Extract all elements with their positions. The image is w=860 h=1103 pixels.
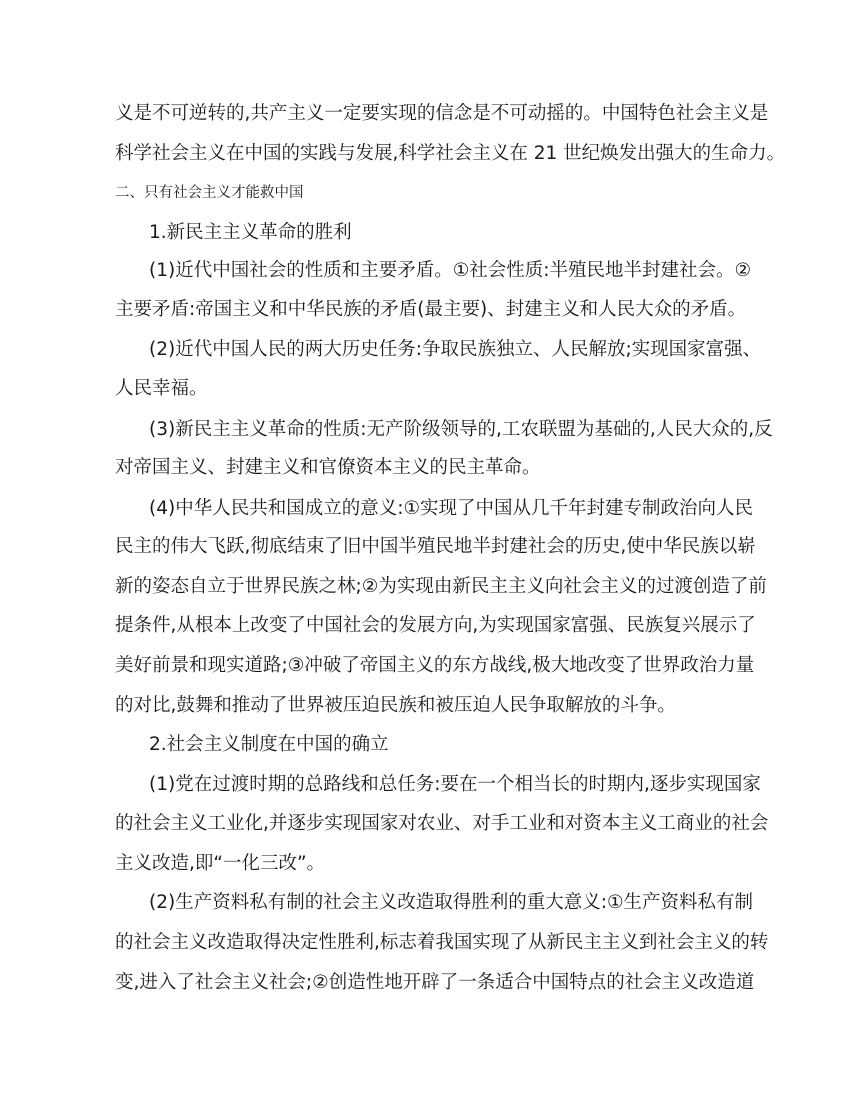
text-line: 人民幸福。 — [115, 378, 208, 399]
text-line: 变,进入了社会主义社会;②创造性地开辟了一条适合中国特点的社会主义改造道 — [115, 972, 755, 993]
text-line: 主义改造,即“一化三改”。 — [115, 853, 326, 874]
text-line: 的对比,鼓舞和推动了世界被压迫民族和被压迫人民争取解放的斗争。 — [115, 695, 676, 716]
text-line: (2)近代中国人民的两大历史任务:争取民族独立、人民解放;实现国家富强、 — [149, 339, 762, 360]
text-line: 的社会主义改造取得决定性胜利,标志着我国实现了从新民主主义到社会主义的转 — [115, 932, 769, 953]
text-line: 主要矛盾:帝国主义和中华民族的矛盾(最主要)、封建主义和人民大众的矛盾。 — [115, 299, 747, 320]
text-line: 对帝国主义、封建主义和官僚资本主义的民主革命。 — [115, 457, 541, 478]
text-line: (3)新民主主义革命的性质:无产阶级领导的,工农联盟为基础的,人民大众的,反 — [149, 419, 773, 440]
text-line: 提条件,从根本上改变了中国社会的发展方向,为实现国家富强、民族复兴展示了 — [115, 615, 756, 636]
text-line: (1)党在过渡时期的总路线和总任务:要在一个相当长的时期内,逐步实现国家 — [149, 774, 761, 795]
subsection-heading: 2.社会主义制度在中国的确立 — [149, 734, 389, 755]
text-line: 义是不可逆转的,共产主义一定要实现的信念是不可动摇的。中国特色社会主义是 — [115, 103, 769, 124]
text-line: (2)生产资料私有制的社会主义改造取得胜利的重大意义:①生产资料私有制 — [149, 892, 754, 913]
text-line: 民主的伟大飞跃,彻底结束了旧中国半殖民地半封建社会的历史,使中华民族以崭 — [115, 536, 756, 557]
text-line: 美好前景和现实道路;③冲破了帝国主义的东方战线,极大地改变了世界政治力量 — [115, 655, 755, 676]
text-line: 的社会主义工业化,并逐步实现国家对农业、对手工业和对资本主义工商业的社会 — [115, 813, 769, 834]
subsection-heading: 1.新民主主义革命的胜利 — [149, 222, 352, 243]
text-line: 科学社会主义在中国的实践与发展,科学社会主义在 21 世纪焕发出强大的生命力。 — [115, 143, 786, 164]
section-heading: 二、只有社会主义才能救中国 — [115, 185, 304, 201]
text-line: 新的姿态自立于世界民族之林;②为实现由新民主主义向社会主义的过渡创造了前 — [115, 576, 767, 597]
text-line: (1)近代中国社会的性质和主要矛盾。①社会性质:半殖民地半封建社会。② — [149, 260, 752, 281]
text-line: (4)中华人民共和国成立的意义:①实现了中国从几千年封建专制政治向人民 — [149, 498, 754, 519]
